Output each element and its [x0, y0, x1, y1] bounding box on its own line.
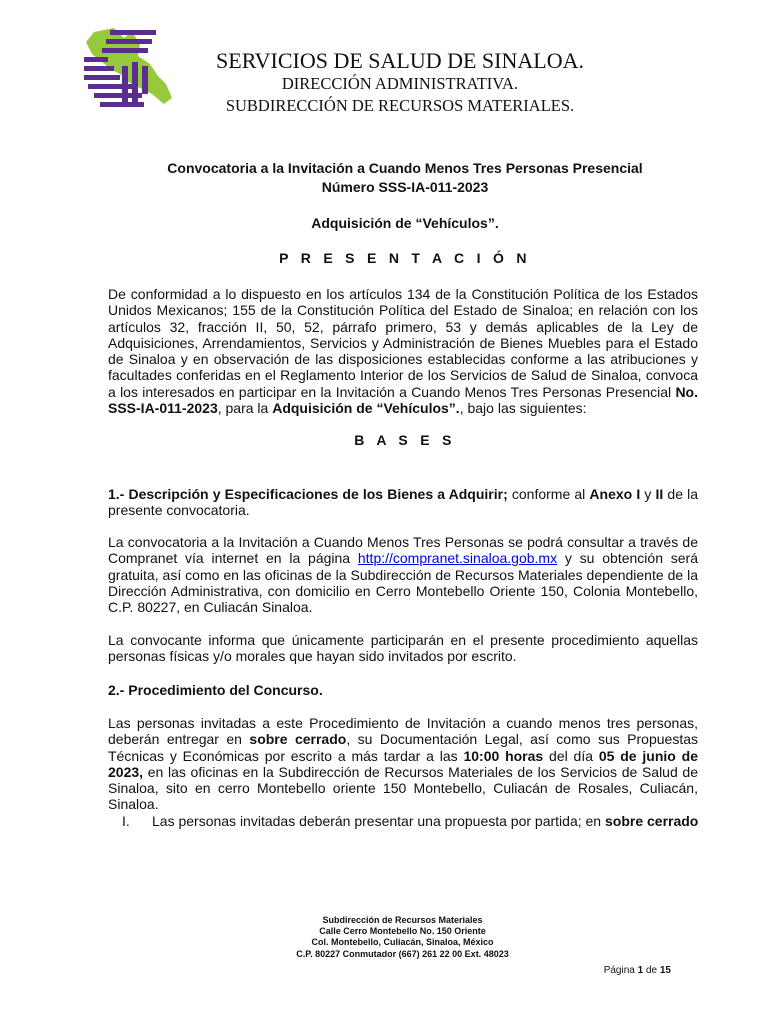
- page-number: Página 1 de 15: [603, 965, 671, 976]
- list-item-number: I.: [122, 813, 130, 829]
- compranet-link[interactable]: http://compranet.sinaloa.gob.mx: [357, 550, 558, 567]
- document-title: Convocatoria a la Invitación a Cuando Menos Tres Personas Presencial: [167, 160, 643, 176]
- organization-name: SERVICIOS DE SALUD DE SINALOA.: [216, 48, 584, 73]
- presentacion-heading: P R E S E N T A C I Ó N: [279, 250, 531, 266]
- section-1-title: 1.- Descripción y Especificaciones de los Bienes a Adquirir;: [108, 486, 508, 502]
- footer-line: C.P. 80227 Conmutador (667) 261 22 00 Ext. 48023: [296, 948, 509, 959]
- subdepartment-name: SUBDIRECCIÓN DE RECURSOS MATERIALES.: [225, 96, 575, 115]
- document-subject: Adquisición de “Vehículos”.: [311, 215, 499, 231]
- procedure-paragraph: Las personas invitadas a este Procedimiento de Invitación a cuando menos tres personas, deberán entregar en sobre cerrado, su Documentación Legal, así como sus Propuestas Técnicas y Económicas por escrito a más tardar a las 10:00 horas del día 05 de junio de 2023, en las oficinas en la Subdirección de Recursos Materiales de los Servicios de Salud de Sinaloa, sito en cerro Montebello oriente 150 Montebello, Culiacán de Rosales, Culiacán, Sinaloa.: [108, 715, 698, 813]
- bases-heading: B A S E S: [354, 432, 456, 448]
- footer-line: Calle Cerro Montebello No. 150 Oriente: [319, 926, 486, 937]
- section-2-title: 2.- Procedimiento del Concurso.: [108, 682, 323, 698]
- list-item-text: Las personas invitadas deberán presentar una propuesta por partida; en sobre cerrado: [152, 813, 699, 829]
- department-name: DIRECCIÓN ADMINISTRATIVA.: [281, 74, 519, 93]
- document-number: Número SSS-IA-011-2023: [321, 179, 489, 195]
- section-1-paragraph: 1.- Descripción y Especificaciones de los Bienes a Adquirir; conforme al Anexo I y II de la presente convocatoria.: [108, 486, 699, 519]
- sinaloa-health-logo: [80, 24, 176, 114]
- presentacion-paragraph: De conformidad a lo dispuesto en los artículos 134 de la Constitución Política de los Estados Unidos Mexicanos; 155 de la Constitución Política del Estado de Sinaloa; en relación con los artículos 32, fracción II, 50, 52, párrafo primero, 53 y demás aplicables de la Ley de Adquisiciones, Arrendamientos, Servicios y Administración de Bienes Muebles para el Estado de Sinaloa y en observación de las disposiciones establecidas conforme a las atribuciones y facultades conferidas en el Reglamento Interior de los Servicios de Salud de Sinaloa, convoca a los interesados en participar en la Invitación a Cuando Menos Tres Personas Presencial No. SSS-IA-011-2023, para la Adquisición de “Vehículos”., bajo las siguientes:: [108, 286, 698, 417]
- participants-paragraph: La convocante informa que únicamente participarán en el presente procedimiento aquellas personas físicas y/o morales que hayan sido invitados por escrito.: [108, 632, 698, 665]
- footer-line: Col. Montebello, Culiacán, Sinaloa, México: [311, 937, 494, 948]
- compranet-paragraph: La convocatoria a la Invitación a Cuando Menos Tres Personas se podrá consultar a través de Compranet vía internet en la página http://compranet.sinaloa.gob.mx y su obtención será gratuita, así como en las oficinas de la Subdirección de Recursos Materiales dependiente de la Dirección Administrativa, con domicilio en Cerro Montebello Oriente 150, Colonia Montebello, C.P. 80227, en Culiacán Sinaloa.: [108, 534, 698, 616]
- page-footer: [250, 915, 555, 960]
- footer-line: Subdirección de Recursos Materiales: [322, 915, 483, 925]
